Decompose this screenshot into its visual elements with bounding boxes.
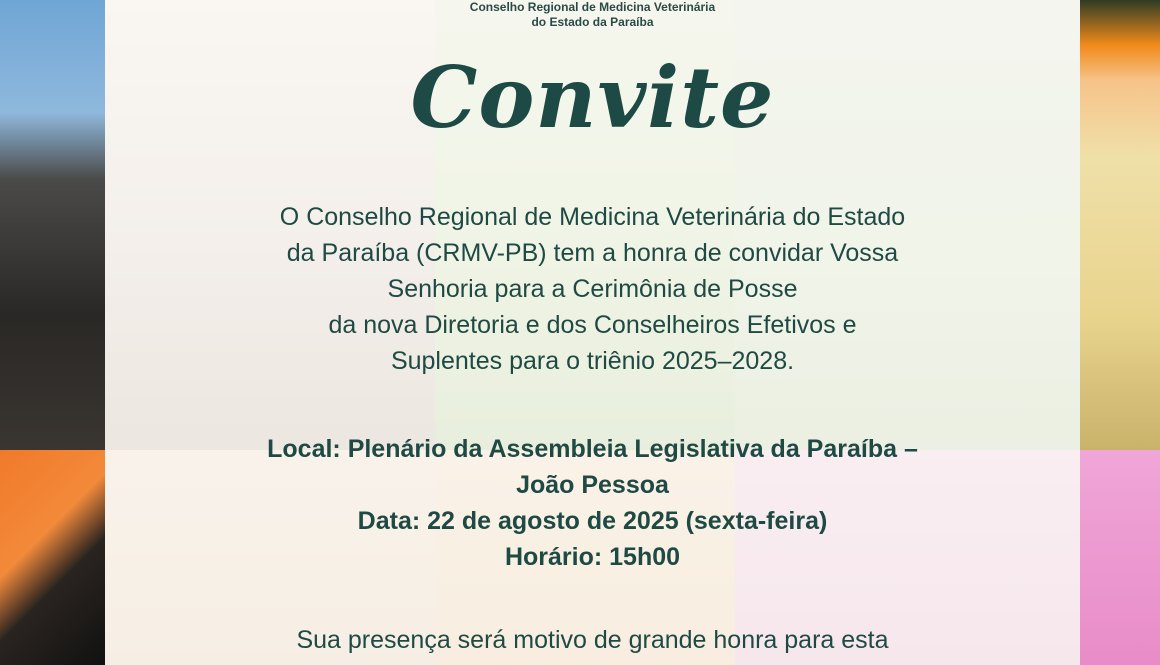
org-line-1: Conselho Regional de Medicina Veterinária bbox=[469, 0, 716, 14]
org-line-2: do Estado da Paraíba bbox=[531, 15, 654, 29]
closing-message: Sua presença será motivo de grande honra para esta bbox=[296, 626, 889, 654]
event-location: Local: Plenário da Assembleia Legislativa da Paraíba – bbox=[267, 435, 918, 463]
invitation-title: Convite bbox=[410, 48, 775, 147]
horse-photo bbox=[0, 0, 105, 450]
message-line: Suplentes para o triênio 2025–2028. bbox=[390, 347, 795, 375]
event-date: Data: 22 de agosto de 2025 (sexta-feira) bbox=[357, 507, 828, 535]
message-line: Senhoria para a Cerimônia de Posse bbox=[387, 275, 798, 303]
event-location-city: João Pessoa bbox=[516, 471, 669, 499]
pink-backdrop bbox=[1080, 450, 1160, 665]
message-line: O Conselho Regional de Medicina Veterinária do Estado bbox=[279, 203, 906, 231]
event-time: Horário: 15h00 bbox=[504, 543, 681, 571]
cat-photo bbox=[0, 450, 105, 665]
bird-photo bbox=[1080, 0, 1160, 450]
message-line: da nova Diretoria e dos Conselheiros Efetivos e bbox=[328, 311, 857, 339]
message-line: da Paraíba (CRMV-PB) tem a honra de convidar Vossa bbox=[286, 239, 899, 267]
invitation-message bbox=[105, 199, 1080, 379]
invitation-card bbox=[105, 0, 1080, 665]
organization-name bbox=[105, 0, 1080, 30]
event-details bbox=[105, 431, 1080, 575]
